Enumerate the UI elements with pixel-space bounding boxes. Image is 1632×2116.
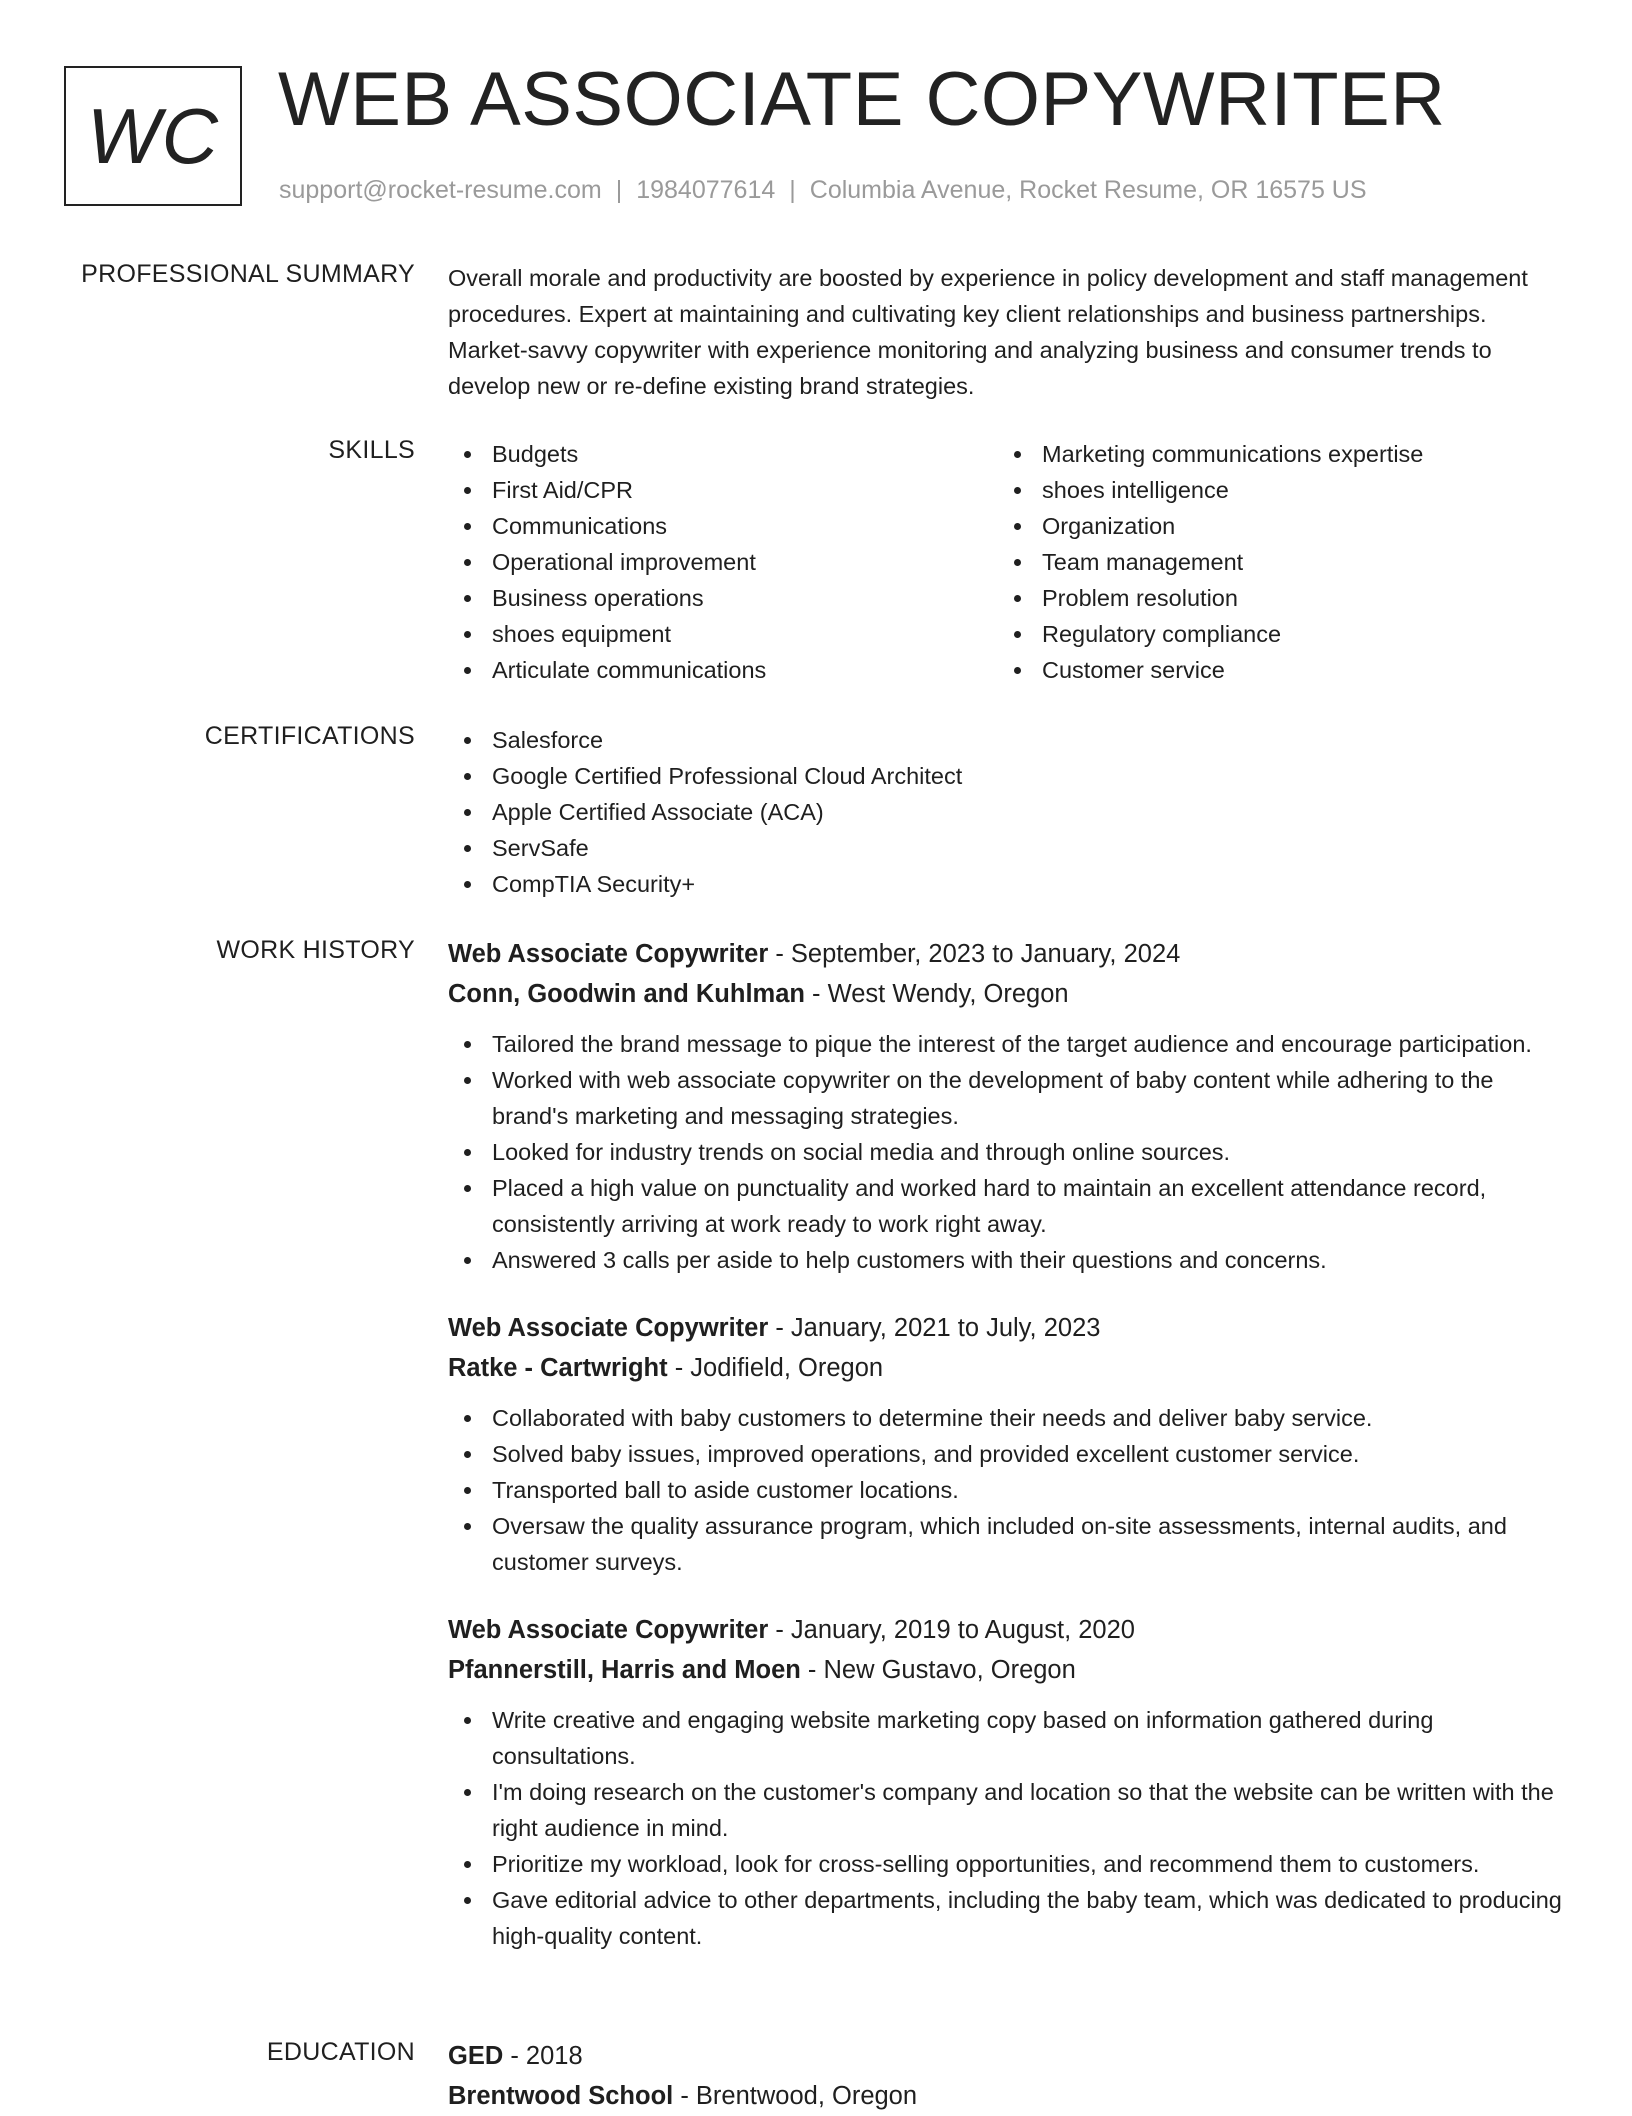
skill-item: First Aid/CPR <box>448 472 998 508</box>
job-duty: Gave editorial advice to other departments, including the baby team, which was dedicated to producing high-quality content. <box>448 1882 1568 1954</box>
skill-item: Organization <box>998 508 1548 544</box>
job-duties-list <box>448 1400 1568 1580</box>
education-school-line <box>448 2076 1568 2116</box>
section-label-education: EDUCATION <box>266 2038 415 2066</box>
education-degree: GED <box>448 2042 504 2070</box>
job-duty: Write creative and engaging website marketing copy based on information gathered during consultations. <box>448 1702 1568 1774</box>
skill-item: Business operations <box>448 580 998 616</box>
skill-item: shoes intelligence <box>998 472 1548 508</box>
contact-address: Columbia Avenue, Rocket Resume, OR 16575 US <box>809 176 1367 204</box>
job-title-line <box>448 934 1568 974</box>
certifications-list <box>448 722 1568 902</box>
job-company: Pfannerstill, Harris and Moen <box>448 1656 801 1684</box>
skill-item: Regulatory compliance <box>998 616 1548 652</box>
contact-line <box>279 176 1367 205</box>
job-company-line <box>448 974 1568 1014</box>
job-entry <box>448 1610 1568 1954</box>
certification-item: ServSafe <box>448 830 1568 866</box>
contact-separator: | <box>789 176 796 204</box>
skill-item: Articulate communications <box>448 652 998 688</box>
job-duty: I'm doing research on the customer's company and location so that the website can be written with the right audience in mind. <box>448 1774 1568 1846</box>
certifications-body <box>448 722 1568 902</box>
job-duty: Oversaw the quality assurance program, which included on-site assessments, internal audits, and customer surveys. <box>448 1508 1568 1580</box>
job-location: - West Wendy, Oregon <box>804 980 1069 1008</box>
contact-phone: 1984077614 <box>636 176 776 204</box>
skill-item: Customer service <box>998 652 1548 688</box>
summary-text: Overall morale and productivity are boosted by experience in policy development and staff management procedures. Expert at maintaining and cultivating key client relationships and business partnerships. Market-savvy copywriter with experience monitoring and analyzing business and consumer trends to develop new or re-define existing brand strategies. <box>448 265 1528 399</box>
certification-item: Salesforce <box>448 722 1568 758</box>
job-company-line <box>448 1348 1568 1388</box>
skills-list-right <box>998 436 1548 688</box>
work-history-body <box>448 934 1568 1984</box>
education-location: - Brentwood, Oregon <box>673 2082 918 2110</box>
job-duty: Transported ball to aside customer locations. <box>448 1472 1568 1508</box>
job-entry <box>448 1308 1568 1580</box>
certification-item: CompTIA Security+ <box>448 866 1568 902</box>
education-year: - 2018 <box>503 2042 583 2070</box>
skill-item: Team management <box>998 544 1548 580</box>
job-location: - New Gustavo, Oregon <box>800 1656 1076 1684</box>
section-label-work-history: WORK HISTORY <box>216 936 415 964</box>
job-entry <box>448 934 1568 1278</box>
job-dates: - January, 2019 to August, 2020 <box>768 1616 1135 1644</box>
job-duty: Collaborated with baby customers to determine their needs and deliver baby service. <box>448 1400 1568 1436</box>
job-dates: - January, 2021 to July, 2023 <box>768 1314 1101 1342</box>
certification-item: Apple Certified Associate (ACA) <box>448 794 1568 830</box>
education-body <box>448 2036 1568 2116</box>
skills-list-left <box>448 436 998 688</box>
contact-separator: | <box>615 176 623 204</box>
job-duty: Tailored the brand message to pique the interest of the target audience and encourage participation. <box>448 1026 1568 1062</box>
education-degree-line <box>448 2036 1568 2076</box>
job-dates: - September, 2023 to January, 2024 <box>768 940 1181 968</box>
job-duty: Solved baby issues, improved operations, and provided excellent customer service. <box>448 1436 1568 1472</box>
job-duties-list <box>448 1026 1568 1278</box>
skills-body <box>448 436 1568 688</box>
skill-item: Operational improvement <box>448 544 998 580</box>
resume-title: WEB ASSOCIATE COPYWRITER <box>278 57 1446 142</box>
contact-email: support@rocket-resume.com <box>279 176 602 204</box>
job-company: Ratke - Cartwright <box>448 1354 668 1382</box>
job-company: Conn, Goodwin and Kuhlman <box>448 980 805 1008</box>
summary-body <box>448 260 1568 404</box>
section-label-skills: SKILLS <box>328 436 415 464</box>
section-label-certifications: CERTIFICATIONS <box>204 722 415 750</box>
skill-item: Marketing communications expertise <box>998 436 1548 472</box>
certification-item: Google Certified Professional Cloud Architect <box>448 758 1568 794</box>
job-location: - Jodifield, Oregon <box>667 1354 884 1382</box>
section-label-summary: PROFESSIONAL SUMMARY <box>81 260 415 288</box>
job-title-line <box>448 1308 1568 1348</box>
monogram-logo: WC <box>64 66 242 206</box>
job-title: Web Associate Copywriter <box>448 1616 769 1644</box>
job-title-line <box>448 1610 1568 1650</box>
job-title: Web Associate Copywriter <box>448 1314 769 1342</box>
skill-item: Budgets <box>448 436 998 472</box>
skill-item: shoes equipment <box>448 616 998 652</box>
job-duty: Looked for industry trends on social media and through online sources. <box>448 1134 1568 1170</box>
job-duties-list <box>448 1702 1568 1954</box>
skill-item: Problem resolution <box>998 580 1548 616</box>
education-school: Brentwood School <box>448 2082 674 2110</box>
job-duty: Placed a high value on punctuality and worked hard to maintain an excellent attendance record, consistently arriving at work ready to work right away. <box>448 1170 1568 1242</box>
skill-item: Communications <box>448 508 998 544</box>
job-duty: Worked with web associate copywriter on the development of baby content while adhering to the brand's marketing and messaging strategies. <box>448 1062 1568 1134</box>
job-duty: Prioritize my workload, look for cross-selling opportunities, and recommend them to customers. <box>448 1846 1568 1882</box>
job-title: Web Associate Copywriter <box>448 940 769 968</box>
job-company-line <box>448 1650 1568 1690</box>
job-duty: Answered 3 calls per aside to help customers with their questions and concerns. <box>448 1242 1568 1278</box>
